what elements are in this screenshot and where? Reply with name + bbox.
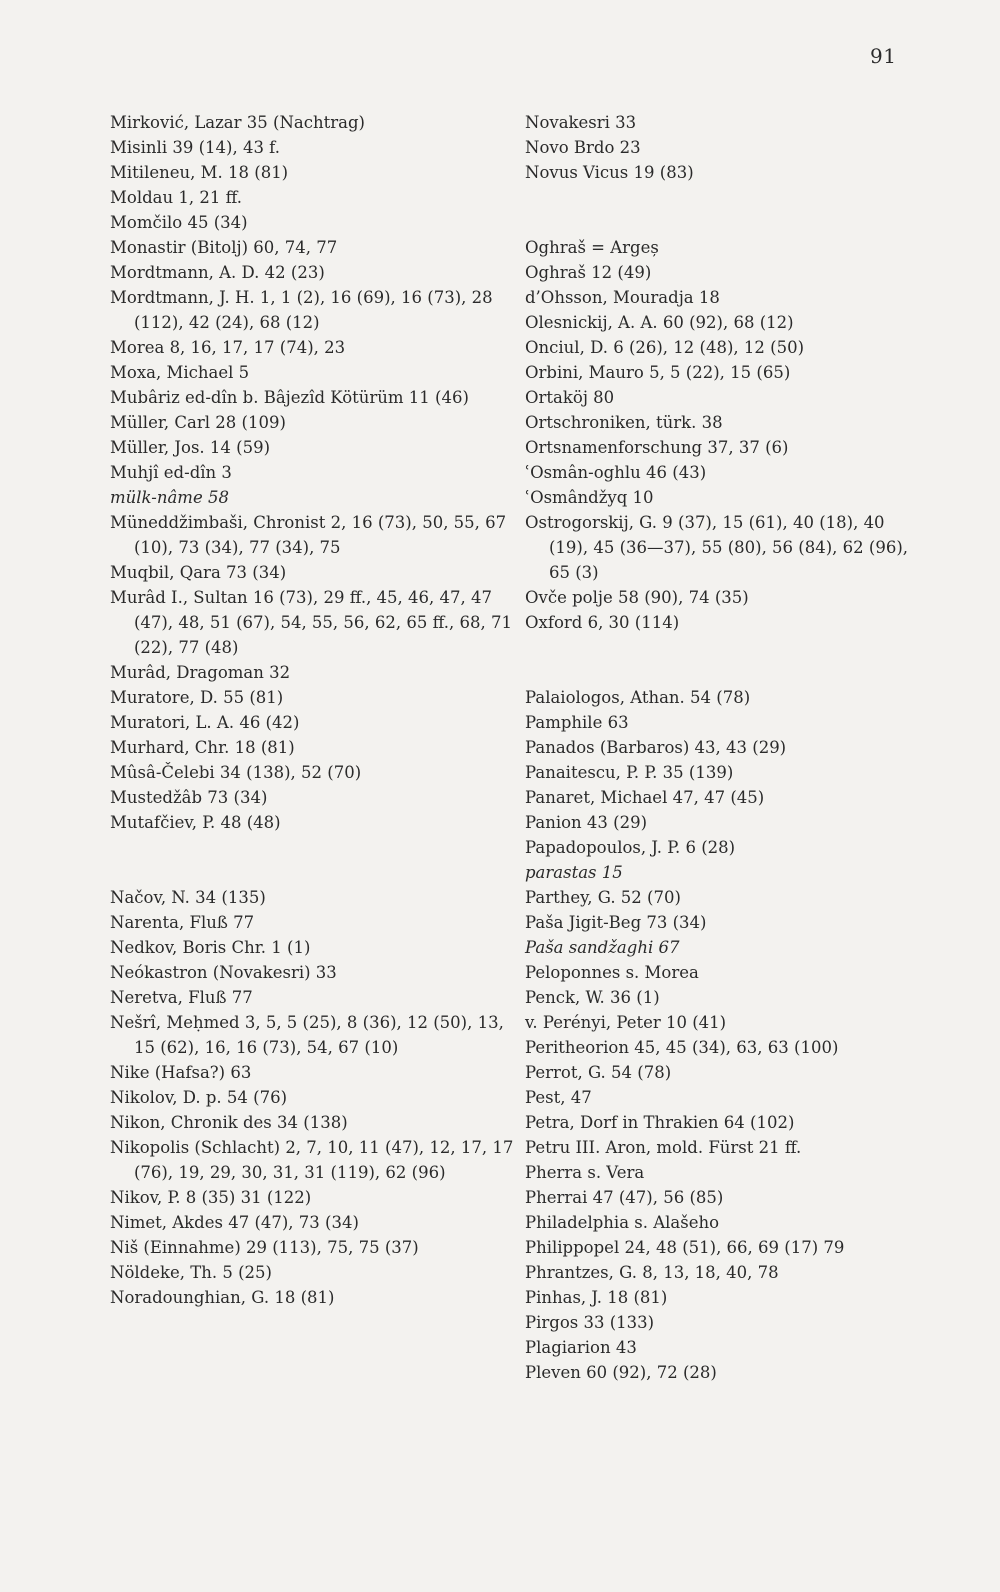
- index-entry: d’Ohsson, Mouradja 18: [525, 288, 720, 307]
- index-entry: Narenta, Fluß 77: [110, 913, 255, 932]
- index-entry: Plagiarion 43: [525, 1338, 637, 1357]
- index-entry: Novus Vicus 19 (83): [525, 163, 694, 182]
- index-entry: Oxford 6, 30 (114): [525, 613, 680, 632]
- index-entry: Moxa, Michael 5: [110, 363, 250, 382]
- index-entry: Morea 8, 16, 17, 17 (74), 23: [110, 338, 346, 357]
- index-entry: Muratore, D. 55 (81): [110, 688, 284, 707]
- index-entry: Murâd, Dragoman 32: [110, 663, 291, 682]
- index-entry: Muratori, L. A. 46 (42): [110, 713, 300, 732]
- group-spacer: [525, 185, 925, 235]
- index-group-n-cont: [525, 110, 925, 185]
- index-entry: Orbini, Mauro 5, 5 (22), 15 (65): [525, 363, 791, 382]
- index-entry: Pleven 60 (92), 72 (28): [525, 1363, 717, 1382]
- index-entry: Pinhas, J. 18 (81): [525, 1288, 668, 1307]
- index-entry: Müller, Jos. 14 (59): [110, 438, 271, 457]
- index-entry: Nedkov, Boris Chr. 1 (1): [110, 938, 311, 957]
- index-entry: Ortschroniken, türk. 38: [525, 413, 723, 432]
- index-entry: ʿOsmândžyq 10: [525, 488, 654, 507]
- right-index-column: [525, 110, 925, 1385]
- index-entry: Phrantzes, G. 8, 13, 18, 40, 78: [525, 1263, 779, 1282]
- index-entry: Panion 43 (29): [525, 813, 648, 832]
- index-entry: Nöldeke, Th. 5 (25): [110, 1263, 272, 1282]
- index-entry: Misinli 39 (14), 43 f.: [110, 138, 280, 157]
- index-entry: Nike (Hafsa?) 63: [110, 1063, 252, 1082]
- index-entry: Neókastron (Novakesri) 33: [110, 963, 337, 982]
- index-group-m: [110, 110, 520, 835]
- index-entry: Olesnickij, A. A. 60 (92), 68 (12): [525, 313, 794, 332]
- index-group-o: [525, 235, 925, 635]
- index-entry: Panados (Barbaros) 43, 43 (29): [525, 738, 787, 757]
- index-entry: Niš (Einnahme) 29 (113), 75, 75 (37): [110, 1238, 419, 1257]
- index-entry: parastas 15: [525, 863, 623, 882]
- index-entry: mülk-nâme 58: [110, 488, 229, 507]
- index-entry: Momčilo 45 (34): [110, 213, 248, 232]
- index-entry: Petra, Dorf in Thrakien 64 (102): [525, 1113, 795, 1132]
- index-entry: Mubâriz ed-dîn b. Bâjezîd Kötürüm 11 (46): [110, 388, 469, 407]
- index-entry: Ortaköj 80: [525, 388, 615, 407]
- index-entry: Papadopoulos, J. P. 6 (28): [525, 838, 736, 857]
- index-entry: Müneddžimbaši, Chronist 2, 16 (73), 50, 55, 67 (10), 73 (34), 77 (34), 75: [110, 513, 507, 557]
- index-entry: Načov, N. 34 (135): [110, 888, 266, 907]
- index-entry: Mirković, Lazar 35 (Nachtrag): [110, 113, 365, 132]
- index-entry: Moldau 1, 21 ff.: [110, 188, 242, 207]
- index-entry: Muhjî ed-dîn 3: [110, 463, 232, 482]
- index-entry: Murhard, Chr. 18 (81): [110, 738, 295, 757]
- index-entry: Pest, 47: [525, 1088, 592, 1107]
- index-entry: Peritheorion 45, 45 (34), 63, 63 (100): [525, 1038, 839, 1057]
- index-entry: Monastir (Bitolj) 60, 74, 77: [110, 238, 338, 257]
- index-entry: Neretva, Fluß 77: [110, 988, 253, 1007]
- index-entry: Mutafčiev, P. 48 (48): [110, 813, 281, 832]
- index-entry: Ostrogorskij, G. 9 (37), 15 (61), 40 (18), 40 (19), 45 (36—37), 55 (80), 56 (84), 62 (96), 65 (3): [525, 513, 909, 582]
- index-entry: Nikon, Chronik des 34 (138): [110, 1113, 348, 1132]
- index-entry: v. Perényi, Peter 10 (41): [525, 1013, 727, 1032]
- index-entry: Ortsnamenforschung 37, 37 (6): [525, 438, 789, 457]
- index-entry: Mordtmann, A. D. 42 (23): [110, 263, 325, 282]
- index-entry: Panaret, Michael 47, 47 (45): [525, 788, 765, 807]
- index-entry: Noradounghian, G. 18 (81): [110, 1288, 335, 1307]
- index-entry: Mustedžâb 73 (34): [110, 788, 268, 807]
- index-entry: Onciul, D. 6 (26), 12 (48), 12 (50): [525, 338, 805, 357]
- index-entry: Ovče polje 58 (90), 74 (35): [525, 588, 749, 607]
- index-entry: Penck, W. 36 (1): [525, 988, 660, 1007]
- index-entry: Oghraš 12 (49): [525, 263, 652, 282]
- index-entry: Pherrai 47 (47), 56 (85): [525, 1188, 724, 1207]
- group-spacer: [525, 635, 925, 685]
- index-entry: ʿOsmân-oghlu 46 (43): [525, 463, 707, 482]
- index-entry: Nikolov, D. p. 54 (76): [110, 1088, 288, 1107]
- index-entry: Petru III. Aron, mold. Fürst 21 ff.: [525, 1138, 802, 1157]
- index-entry: Paša sandžaghi 67: [525, 938, 680, 957]
- index-entry: Murâd I., Sultan 16 (73), 29 ff., 45, 46, 47, 47 (47), 48, 51 (67), 54, 55, 56, 62, 65 ff., 68, 71 (22), 77 (48): [110, 588, 512, 657]
- index-entry: Philippopel 24, 48 (51), 66, 69 (17) 79: [525, 1238, 845, 1257]
- index-entry: Peloponnes s. Morea: [525, 963, 699, 982]
- index-entry: Mûsâ-Čelebi 34 (138), 52 (70): [110, 763, 362, 782]
- index-group-p: [525, 685, 925, 1385]
- index-entry: Parthey, G. 52 (70): [525, 888, 681, 907]
- index-entry: Pherra s. Vera: [525, 1163, 645, 1182]
- index-entry: Philadelphia s. Alašeho: [525, 1213, 720, 1232]
- index-entry: Muqbil, Qara 73 (34): [110, 563, 287, 582]
- index-entry: Nešrî, Meḥmed 3, 5, 5 (25), 8 (36), 12 (50), 13, 15 (62), 16, 16 (73), 54, 67 (10): [110, 1013, 504, 1057]
- page-number: 91: [870, 44, 897, 68]
- index-entry: Perrot, G. 54 (78): [525, 1063, 672, 1082]
- index-entry: Mitileneu, M. 18 (81): [110, 163, 289, 182]
- index-entry: Müller, Carl 28 (109): [110, 413, 286, 432]
- index-entry: Palaiologos, Athan. 54 (78): [525, 688, 751, 707]
- index-entry: Panaitescu, P. P. 35 (139): [525, 763, 734, 782]
- index-entry: Pamphile 63: [525, 713, 629, 732]
- left-index-column: [110, 110, 520, 1310]
- index-entry: Oghraš = Argeș: [525, 238, 659, 257]
- index-entry: Nikov, P. 8 (35) 31 (122): [110, 1188, 312, 1207]
- index-entry: Novakesri 33: [525, 113, 637, 132]
- group-spacer: [110, 835, 520, 885]
- index-entry: Novo Brdo 23: [525, 138, 641, 157]
- index-entry: Paša Jigit-Beg 73 (34): [525, 913, 707, 932]
- index-entry: Mordtmann, J. H. 1, 1 (2), 16 (69), 16 (73), 28 (112), 42 (24), 68 (12): [110, 288, 493, 332]
- index-entry: Nimet, Akdes 47 (47), 73 (34): [110, 1213, 359, 1232]
- index-group-n: [110, 885, 520, 1310]
- index-entry: Pirgos 33 (133): [525, 1313, 655, 1332]
- index-entry: Nikopolis (Schlacht) 2, 7, 10, 11 (47), 12, 17, 17 (76), 19, 29, 30, 31, 31 (119), 62 (96): [110, 1138, 514, 1182]
